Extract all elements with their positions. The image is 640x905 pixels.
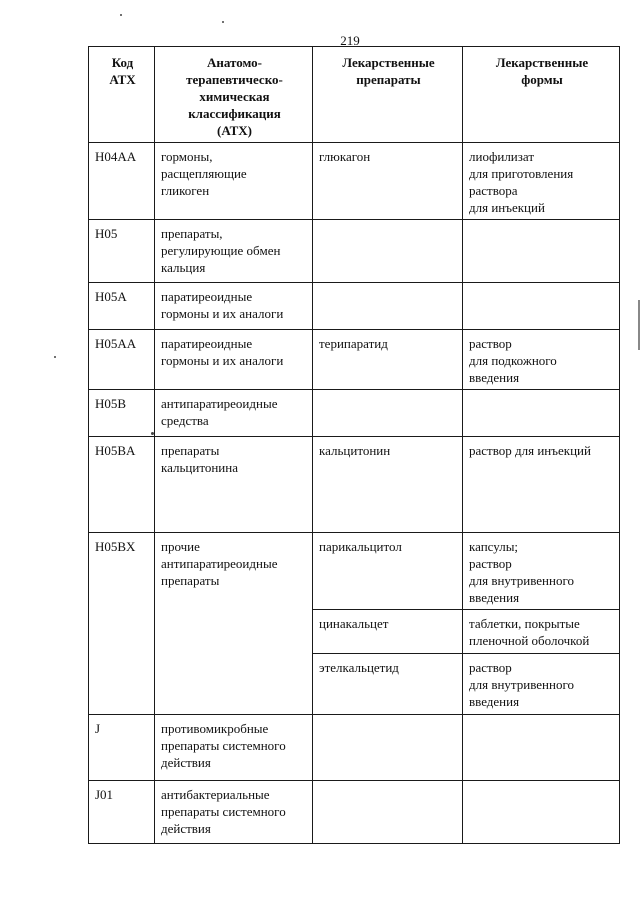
table-row xyxy=(89,390,620,437)
dosage-form-cell xyxy=(463,610,620,654)
table-row xyxy=(89,220,620,283)
page-number: 219 xyxy=(340,33,360,48)
text-line: средства xyxy=(161,413,209,428)
atx-code-cell: H05AA xyxy=(89,330,155,390)
text-line: расщепляющие xyxy=(161,166,247,181)
text-line: раствор xyxy=(469,556,512,571)
text-line: действия xyxy=(161,821,211,836)
atx-code-cell: H05A xyxy=(89,283,155,330)
table-row xyxy=(89,330,620,390)
text-line: для приготовления xyxy=(469,166,574,181)
drug-cell: парикальцитол xyxy=(313,533,463,610)
drug-cell xyxy=(313,283,463,330)
dosage-form-cell xyxy=(463,390,620,437)
table-row xyxy=(89,781,620,844)
classification-cell xyxy=(155,143,313,220)
text-line: раствор xyxy=(469,660,512,675)
table-row xyxy=(89,283,620,330)
atx-code-cell: J01 xyxy=(89,781,155,844)
atx-code-cell: H04AA xyxy=(89,143,155,220)
table-row xyxy=(89,437,620,533)
header-code xyxy=(89,47,155,143)
classification-cell xyxy=(155,715,313,781)
atx-table xyxy=(88,46,620,844)
text-line: антипаратиреоидные xyxy=(161,556,278,571)
atx-code-cell: H05BA xyxy=(89,437,155,533)
text-line: препараты, xyxy=(161,226,223,241)
text-line: гормоны и их аналоги xyxy=(161,306,284,321)
drug-cell: глюкагон xyxy=(313,143,463,220)
text-line: антибактериальные xyxy=(161,787,270,802)
dosage-form-cell xyxy=(463,533,620,610)
atx-code-cell: J xyxy=(89,715,155,781)
text-line: таблетки, покрытые xyxy=(469,616,580,631)
text-line: препараты xyxy=(161,573,220,588)
atx-code-cell: H05 xyxy=(89,220,155,283)
text-line: гормоны и их аналоги xyxy=(161,353,284,368)
text-line: раствор для инъекций xyxy=(469,443,591,458)
text-line: препараты системного xyxy=(161,804,286,819)
drug-cell xyxy=(313,220,463,283)
text-line: введения xyxy=(469,694,520,709)
text-line: паратиреоидные xyxy=(161,289,253,304)
dosage-form-cell xyxy=(463,143,620,220)
text-line: кальция xyxy=(161,260,206,275)
table-row xyxy=(89,143,620,220)
text-line: кальцитонина xyxy=(161,460,238,475)
text-line: препараты системного xyxy=(161,738,286,753)
text-line: для инъекций xyxy=(469,200,545,215)
drug-cell xyxy=(313,390,463,437)
text-line: терапевтическо- xyxy=(186,72,283,87)
text-line: Анатомо- xyxy=(206,55,263,70)
scan-speck xyxy=(222,21,224,23)
text-line: введения xyxy=(469,590,520,605)
text-line: АТХ xyxy=(109,72,136,87)
header-classification xyxy=(155,47,313,143)
text-line: формы xyxy=(521,72,563,87)
text-line: Код xyxy=(111,55,134,70)
classification-cell xyxy=(155,283,313,330)
dosage-form-cell xyxy=(463,437,620,533)
text-line: Лекарственные xyxy=(342,55,435,70)
drug-cell: цинакальцет xyxy=(313,610,463,654)
classification-cell xyxy=(155,390,313,437)
text-line: для подкожного xyxy=(469,353,557,368)
text-line: паратиреоидные xyxy=(161,336,253,351)
dosage-form-cell xyxy=(463,781,620,844)
atx-code-cell: H05BX xyxy=(89,533,155,715)
text-line: химическая xyxy=(199,89,270,104)
classification-cell xyxy=(155,330,313,390)
classification-cell xyxy=(155,533,313,715)
table-body xyxy=(89,143,620,844)
text-line: лиофилизат xyxy=(469,149,535,164)
header-drugs xyxy=(313,47,463,143)
dosage-form-cell xyxy=(463,220,620,283)
atx-code-cell: H05B xyxy=(89,390,155,437)
dosage-form-cell xyxy=(463,654,620,715)
header-row xyxy=(89,47,620,143)
dosage-form-cell xyxy=(463,715,620,781)
dosage-form-cell xyxy=(463,283,620,330)
table-row xyxy=(89,715,620,781)
dosage-form-cell xyxy=(463,330,620,390)
text-line: капсулы; xyxy=(469,539,519,554)
drug-cell: терипаратид xyxy=(313,330,463,390)
header-forms xyxy=(463,47,620,143)
text-line: для внутривенного xyxy=(469,573,574,588)
classification-cell xyxy=(155,437,313,533)
scan-speck xyxy=(54,356,56,358)
text-line: раствора xyxy=(469,183,518,198)
drug-cell xyxy=(313,781,463,844)
text-line: препараты xyxy=(161,443,220,458)
classification-cell xyxy=(155,781,313,844)
text-line: Лекарственные xyxy=(495,55,589,70)
text-line: гормоны, xyxy=(161,149,213,164)
text-line: (АТХ) xyxy=(217,123,252,138)
scan-speck xyxy=(120,14,122,16)
text-line: раствор xyxy=(469,336,512,351)
text-line: противомикробные xyxy=(161,721,269,736)
drug-cell: кальцитонин xyxy=(313,437,463,533)
drug-cell: этелкальцетид xyxy=(313,654,463,715)
text-line: пленочной оболочкой xyxy=(469,633,590,648)
table-row xyxy=(89,533,620,610)
text-line: антипаратиреоидные xyxy=(161,396,278,411)
drug-cell xyxy=(313,715,463,781)
text-line: прочие xyxy=(161,539,200,554)
text-line: введения xyxy=(469,370,520,385)
text-line: действия xyxy=(161,755,211,770)
text-line: препараты xyxy=(356,72,421,87)
text-line: для внутривенного xyxy=(469,677,574,692)
text-line: гликоген xyxy=(161,183,210,198)
text-line: регулирующие обмен xyxy=(161,243,281,258)
classification-cell xyxy=(155,220,313,283)
text-line: классификация xyxy=(188,106,281,121)
